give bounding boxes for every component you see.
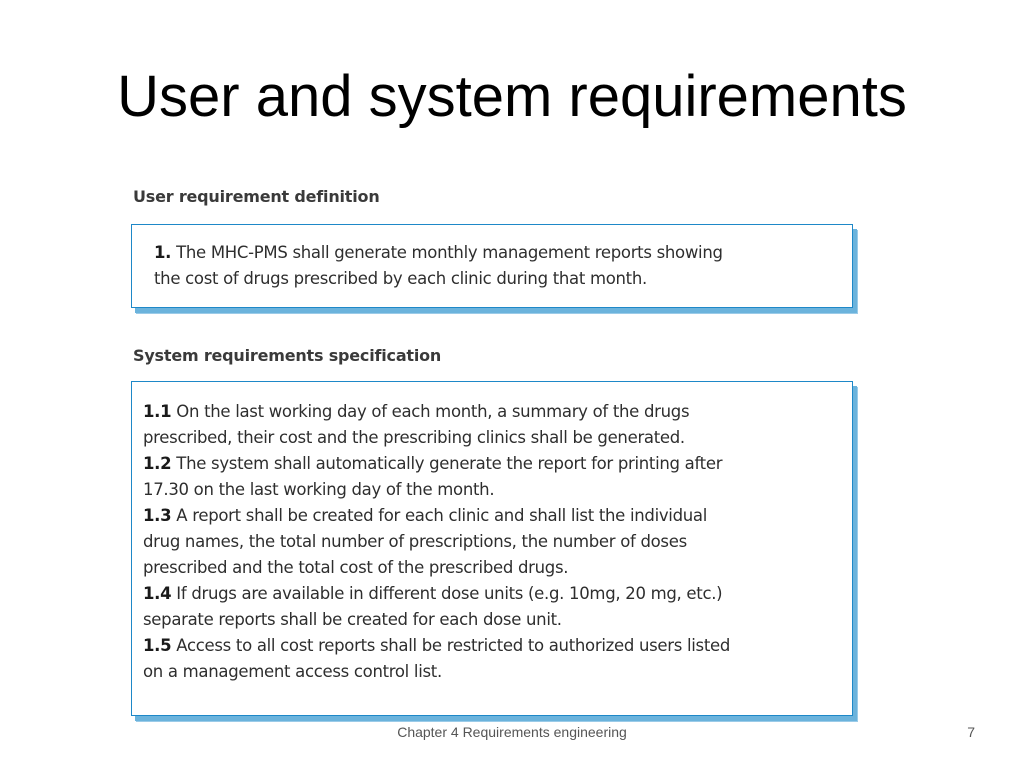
requirement-number: 1.5 (143, 636, 172, 655)
requirement-line-text: The MHC-PMS shall generate monthly management reports showing (176, 243, 723, 262)
requirement-number: 1. (154, 243, 172, 262)
requirement-line (143, 529, 838, 555)
slide-footer: Chapter 4 Requirements engineering (397, 724, 627, 740)
requirement-line-text: Access to all cost reports shall be restricted to authorized users listed (176, 636, 731, 655)
requirement-line (143, 555, 838, 581)
user-requirement-text (154, 240, 832, 292)
requirement-line-text: drug names, the total number of prescriptions, the number of doses (143, 532, 687, 551)
requirement-line (143, 399, 838, 425)
requirement-line (143, 425, 838, 451)
requirement-line (143, 581, 838, 607)
slide-title: User and system requirements (117, 64, 907, 129)
requirement-line-text: A report shall be created for each clinic and shall list the individual (176, 506, 708, 525)
requirement-line-text: separate reports shall be created for each dose unit. (143, 610, 562, 629)
requirement-line-text: on a management access control list. (143, 662, 442, 681)
requirement-line-text: If drugs are available in different dose units (e.g. 10mg, 20 mg, etc.) (176, 584, 723, 603)
system-requirements-box (131, 381, 853, 716)
requirement-number: 1.3 (143, 506, 172, 525)
requirement-line (143, 633, 838, 659)
system-requirements-text (143, 399, 838, 685)
requirement-line (143, 451, 838, 477)
system-requirements-heading: System requirements specification (133, 346, 442, 365)
requirement-line (143, 477, 838, 503)
requirement-line-text: prescribed and the total cost of the prescribed drugs. (143, 558, 569, 577)
requirement-line (154, 266, 832, 292)
requirement-line-text: The system shall automatically generate the report for printing after (176, 454, 723, 473)
page-number: 7 (967, 724, 975, 740)
requirement-number: 1.4 (143, 584, 172, 603)
user-requirement-box (131, 224, 853, 308)
requirement-line (143, 659, 838, 685)
requirement-line-text: prescribed, their cost and the prescribing clinics shall be generated. (143, 428, 685, 447)
requirement-number: 1.1 (143, 402, 172, 421)
requirement-line-text: 17.30 on the last working day of the month. (143, 480, 495, 499)
requirement-number: 1.2 (143, 454, 172, 473)
requirement-line (143, 607, 838, 633)
requirement-line-text: On the last working day of each month, a summary of the drugs (176, 402, 690, 421)
user-requirement-heading: User requirement definition (133, 187, 380, 206)
requirement-line (154, 240, 832, 266)
requirement-line-text: the cost of drugs prescribed by each clinic during that month. (154, 269, 647, 288)
requirement-line (143, 503, 838, 529)
